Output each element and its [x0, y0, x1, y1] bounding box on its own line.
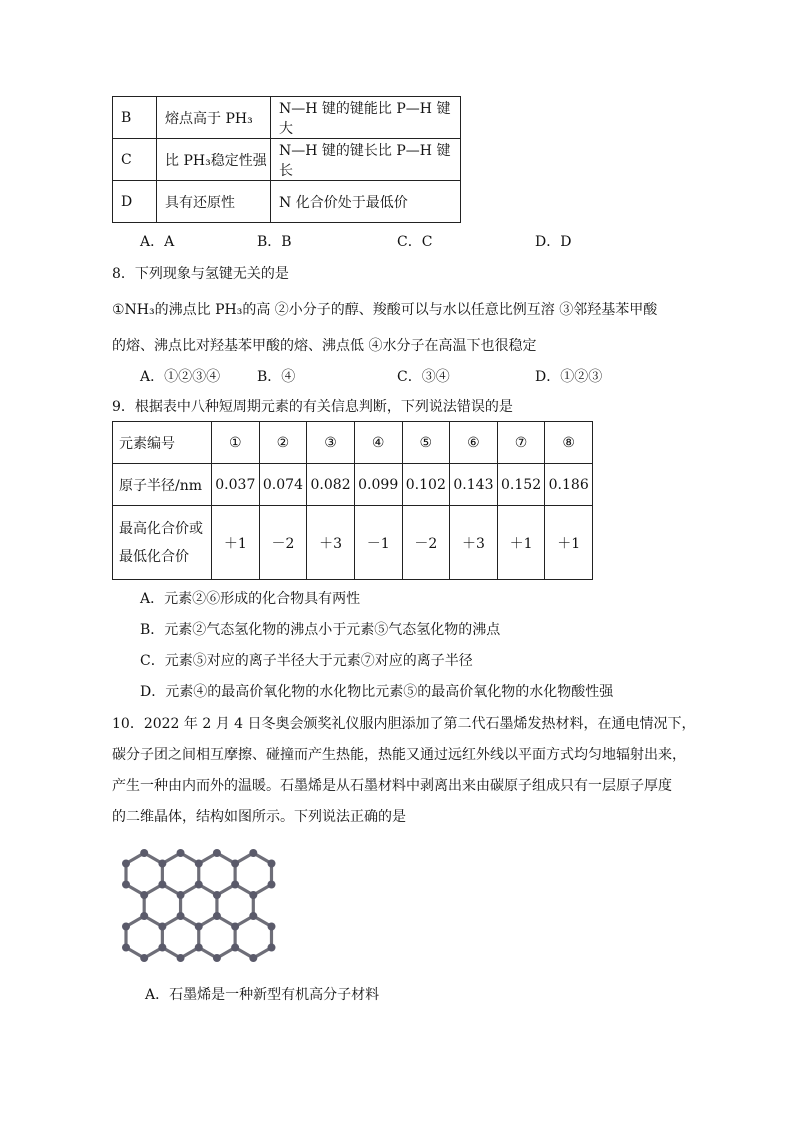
- q9-option-d: D．元素④的最高价氧化物的水化物比元素⑤的最高价氧化物的水化物酸性强: [140, 684, 614, 700]
- carbon-atom: [231, 881, 239, 889]
- table-cell: 0.099: [354, 464, 402, 506]
- carbon-atom: [267, 923, 275, 931]
- q8-option-c: C．③④: [397, 369, 450, 385]
- table-cell: 0.074: [259, 464, 307, 506]
- carbon-atom: [249, 891, 257, 899]
- table-cell: 0.082: [307, 464, 355, 506]
- q7-option-b: B．B: [257, 234, 292, 250]
- table-header-cell: [113, 506, 212, 580]
- carbon-atom: [140, 849, 148, 857]
- q8-stem: 8．下列现象与氢键无关的是: [112, 266, 289, 282]
- q9-option-c: C．元素⑤对应的离子半径大于元素⑦对应的离子半径: [140, 653, 473, 669]
- q10-line-1: 10．2022 年 2 月 4 日冬奥会颁奖礼仪服内胆添加了第二代石墨烯发热材料，在通电情况下，: [112, 716, 696, 732]
- carbon-atom: [195, 860, 203, 868]
- carbon-atom: [213, 891, 221, 899]
- carbon-atom: [177, 912, 185, 920]
- q10-line-4: 的二维晶体，结构如图所示。下列说法正确的是: [112, 809, 406, 825]
- carbon-atom: [195, 923, 203, 931]
- table-cell: ⑤: [402, 422, 450, 464]
- q10-option-a: A．石墨烯是一种新型有机高分子材料: [145, 987, 380, 1003]
- q9-stem: 9．根据表中八种短周期元素的有关信息判断，下列说法错误的是: [112, 399, 513, 415]
- carbon-atom: [158, 944, 166, 952]
- q7-table: [112, 96, 461, 223]
- table-cell: ④: [354, 422, 402, 464]
- table-cell: －2: [402, 506, 450, 580]
- carbon-atom: [249, 954, 257, 962]
- table-cell: N 化合价处于最低价: [271, 181, 461, 223]
- table-cell: D: [113, 181, 157, 223]
- table-header-cell: 元素编号: [113, 422, 212, 464]
- table-cell: ②: [259, 422, 307, 464]
- q9-option-b: B．元素②气态氢化物的沸点小于元素⑤气态氢化物的沸点: [140, 622, 501, 638]
- carbon-atom: [249, 849, 257, 857]
- q8-line-1: ①NH₃的沸点比 PH₃的高 ②小分子的醇、羧酸可以与水以任意比例互溶 ③邻羟基苯甲酸: [112, 302, 658, 318]
- table-cell: 0.152: [497, 464, 545, 506]
- carbon-atom: [213, 912, 221, 920]
- table-cell: B: [113, 97, 157, 139]
- q8-option-d: D．①②③: [535, 369, 603, 385]
- table-row: [113, 139, 461, 181]
- carbon-atom: [249, 912, 257, 920]
- table-row: [113, 97, 461, 139]
- table-cell: 具有还原性: [157, 181, 271, 223]
- carbon-atom: [267, 860, 275, 868]
- table-cell: 比 PH₃稳定性强: [157, 139, 271, 181]
- table-cell: 0.186: [545, 464, 593, 506]
- table-cell: ＋1: [497, 506, 545, 580]
- carbon-atom: [177, 891, 185, 899]
- carbon-atom: [140, 954, 148, 962]
- table-header-cell: 原子半径/nm: [113, 464, 212, 506]
- valence-label-line-1: 最高化合价或: [119, 520, 203, 537]
- carbon-atom: [195, 944, 203, 952]
- carbon-atom: [231, 944, 239, 952]
- q9-option-a: A．元素②⑥形成的化合物具有两性: [140, 591, 361, 607]
- table-cell: ⑦: [497, 422, 545, 464]
- carbon-atom: [213, 849, 221, 857]
- carbon-atom: [140, 912, 148, 920]
- carbon-atom: [122, 881, 130, 889]
- table-cell: 0.102: [402, 464, 450, 506]
- table-cell: N—H 键的键长比 P—H 键长: [271, 139, 461, 181]
- carbon-atom: [231, 923, 239, 931]
- table-row: [113, 422, 593, 464]
- q7-option-a: A．A: [140, 234, 175, 250]
- carbon-atom: [158, 881, 166, 889]
- table-cell: C: [113, 139, 157, 181]
- table-row: [113, 181, 461, 223]
- table-cell: 熔点高于 PH₃: [157, 97, 271, 139]
- table-row: [113, 464, 593, 506]
- table-cell: －1: [354, 506, 402, 580]
- carbon-atom: [267, 944, 275, 952]
- q10-line-3: 产生一种由内而外的温暖。石墨烯是从石墨材料中剥离出来由碳原子组成只有一层原子厚度: [112, 778, 672, 794]
- q9-element-table: [112, 421, 593, 580]
- table-cell: ③: [307, 422, 355, 464]
- table-cell: ⑥: [450, 422, 498, 464]
- q8-option-a: A．①②③④: [140, 369, 221, 385]
- carbon-atom: [177, 849, 185, 857]
- carbon-atom: [122, 923, 130, 931]
- graphene-structure-figure: [112, 835, 332, 980]
- q8-line-2: 的熔、沸点比对羟基苯甲酸的熔、沸点低 ④水分子在高温下也很稳定: [112, 338, 537, 354]
- table-cell: 0.143: [450, 464, 498, 506]
- q7-option-d: D．D: [535, 234, 572, 250]
- table-cell: ＋3: [450, 506, 498, 580]
- q7-option-c: C．C: [397, 234, 433, 250]
- carbon-atom: [177, 954, 185, 962]
- carbon-atom: [231, 860, 239, 868]
- table-cell: ⑧: [545, 422, 593, 464]
- carbon-atom: [140, 891, 148, 899]
- carbon-atom: [122, 944, 130, 952]
- q10-line-2: 碳分子团之间相互摩擦、碰撞而产生热能，热能又通过远红外线以平面方式均匀地辐射出来，: [112, 747, 686, 763]
- carbon-atom: [158, 860, 166, 868]
- carbon-atom: [122, 860, 130, 868]
- table-cell: 0.037: [212, 464, 260, 506]
- valence-label-line-2: 最低化合价: [119, 548, 189, 565]
- carbon-atom: [267, 881, 275, 889]
- q8-option-b: B．④: [257, 369, 296, 385]
- table-cell: ＋3: [307, 506, 355, 580]
- carbon-atom: [213, 954, 221, 962]
- table-cell: ＋1: [545, 506, 593, 580]
- table-cell: －2: [259, 506, 307, 580]
- table-row: [113, 506, 593, 580]
- carbon-atom: [158, 923, 166, 931]
- table-cell: ①: [212, 422, 260, 464]
- carbon-atom: [195, 881, 203, 889]
- table-cell: N—H 键的键能比 P—H 键大: [271, 97, 461, 139]
- table-cell: ＋1: [212, 506, 260, 580]
